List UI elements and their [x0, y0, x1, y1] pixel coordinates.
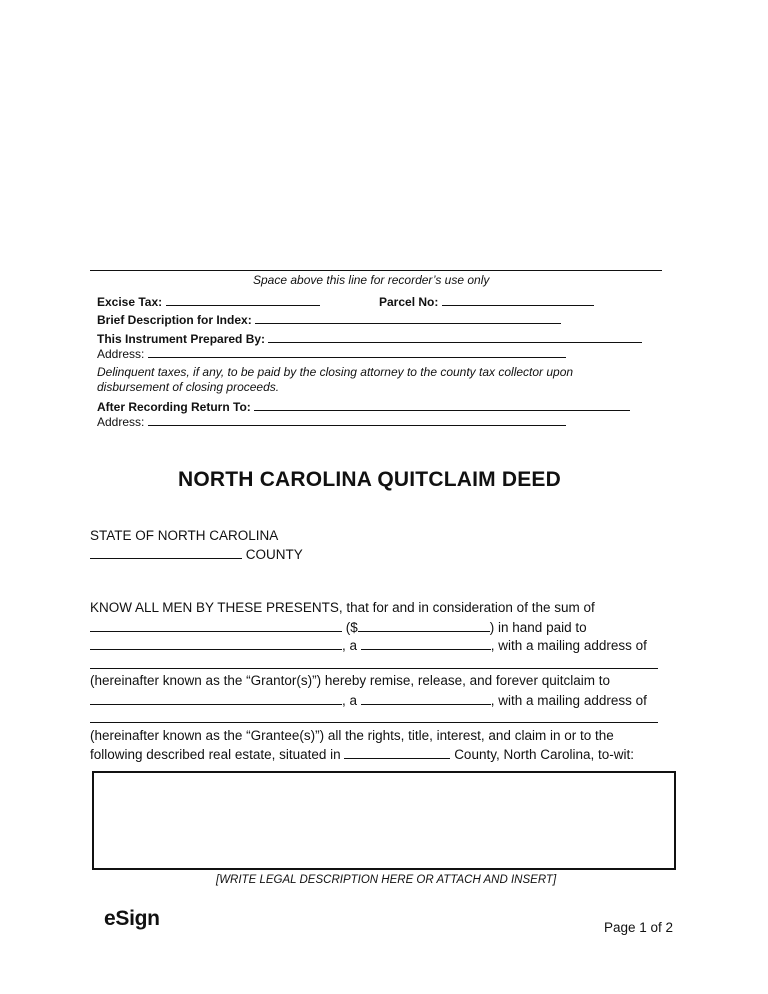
county-row — [90, 546, 303, 562]
return-to-address-label: Address: — [97, 415, 145, 429]
document-title: NORTH CAROLINA QUITCLAIM DEED — [178, 468, 562, 491]
dollar-open: ($ — [345, 620, 358, 635]
county-label: COUNTY — [245, 547, 303, 562]
return-to-label: After Recording Return To: — [97, 400, 251, 414]
prepared-by-label: This Instrument Prepared By: — [97, 332, 266, 346]
amount-number-field[interactable] — [358, 619, 490, 632]
recorder-divider-line — [90, 270, 662, 271]
excise-tax-field[interactable] — [166, 294, 320, 306]
situated-in-label: following described real estate, situated in — [90, 747, 341, 762]
amount-row — [90, 619, 587, 635]
excise-tax-row — [97, 294, 320, 309]
esign-logo: eSign — [104, 907, 160, 930]
situated-row — [90, 746, 634, 762]
county-name-field[interactable] — [90, 546, 242, 559]
delinquent-taxes-note-line2: disbursement of closing proceeds. — [97, 380, 280, 394]
legal-description-caption: [WRITE LEGAL DESCRIPTION HERE OR ATTACH AND INSERT] — [216, 874, 557, 886]
situated-county-field[interactable] — [344, 746, 450, 759]
county-nc-label: County, North Carolina, to-wit: — [454, 747, 635, 762]
prepared-by-row — [97, 331, 642, 346]
return-to-address-row — [97, 414, 566, 429]
return-to-row — [97, 399, 630, 414]
state-line: STATE OF NORTH CAROLINA — [90, 528, 279, 543]
grantee-mailing-address-of: , with a mailing address of — [490, 693, 647, 708]
in-hand-paid-to: ) in hand paid to — [489, 620, 587, 635]
grantor-comma-a: , a — [342, 638, 358, 653]
parcel-no-label: Parcel No: — [379, 295, 439, 309]
grantee-row — [90, 692, 647, 708]
excise-tax-label: Excise Tax: — [97, 295, 163, 309]
return-to-field[interactable] — [254, 399, 630, 411]
brief-description-row — [97, 312, 561, 327]
amount-words-field[interactable] — [90, 619, 342, 632]
recorder-space-note: Space above this line for recorder’s use only — [253, 273, 490, 287]
prepared-by-address-label: Address: — [97, 347, 145, 361]
legal-description-box[interactable] — [92, 771, 676, 870]
brief-description-field[interactable] — [255, 312, 561, 324]
grantor-clause: (hereinafter known as the “Grantor(s)”) hereby remise, release, and forever quitclaim to — [90, 673, 610, 688]
brief-description-label: Brief Description for Index: — [97, 313, 252, 327]
grantee-status-field[interactable] — [361, 692, 491, 705]
grantor-status-field[interactable] — [361, 637, 491, 650]
grantor-name-field[interactable] — [90, 637, 342, 650]
prepared-by-field[interactable] — [268, 331, 642, 343]
parcel-no-field[interactable] — [442, 294, 594, 306]
page-number: Page 1 of 2 — [604, 920, 674, 935]
grantee-name-field[interactable] — [90, 692, 342, 705]
grantor-row — [90, 637, 647, 653]
grantee-comma-a: , a — [342, 693, 358, 708]
prepared-by-address-row — [97, 346, 566, 361]
parcel-no-row — [379, 294, 594, 309]
prepared-by-address-field[interactable] — [148, 346, 566, 358]
grantor-address-field[interactable] — [90, 668, 658, 669]
grantee-address-field[interactable] — [90, 722, 658, 723]
grantor-mailing-address-of: , with a mailing address of — [490, 638, 647, 653]
consideration-line: KNOW ALL MEN BY THESE PRESENTS, that for and in consideration of the sum of — [90, 600, 595, 615]
delinquent-taxes-note-line1: Delinquent taxes, if any, to be paid by the closing attorney to the county tax collector upon — [97, 365, 574, 379]
return-to-address-field[interactable] — [148, 414, 566, 426]
grantee-clause: (hereinafter known as the “Grantee(s)”) all the rights, title, interest, and claim in or to the — [90, 728, 614, 743]
